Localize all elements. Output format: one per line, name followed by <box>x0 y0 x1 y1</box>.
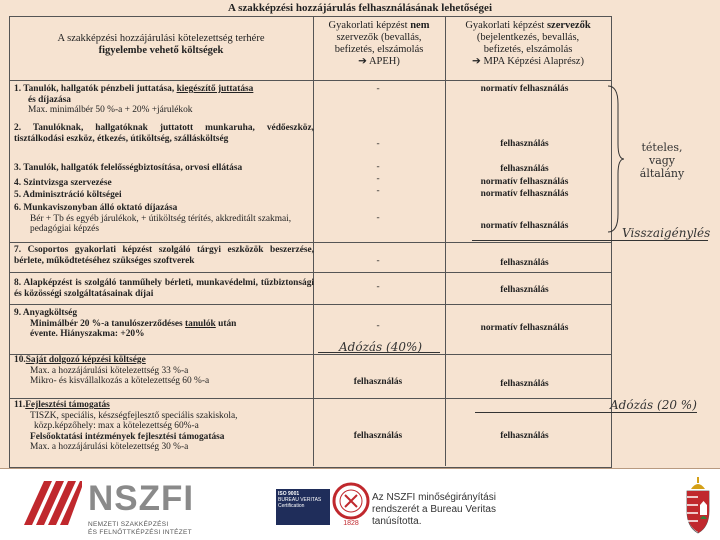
row-11-label: 11.Fejlesztési támogatás TISZK, speciális, készségfejlesztő speciális szakiskola, közp.képzőhely: max a kötelezettség 60%-a Felsőoktatási intézmények fejlesztési támogatása Max. a hozzájárulási kötelezettség 30 %-a <box>14 400 238 453</box>
header-organizers: Gyakorlati képzést szervezők (bejelentkezés, bevallás, befizetés, elszámolás ➔ MPA Képzési Alaprész) <box>465 20 591 67</box>
row-5-label: 5. Adminisztráció költségei <box>14 190 122 200</box>
row-9-label: 9. Anyagköltség Minimálbér 20 %-a tanulószerződéses tanulók után évente. Hiányszakma: +20% <box>14 308 237 340</box>
hungarian-coat-of-arms-icon <box>683 475 713 535</box>
row-7-non-organizer: - <box>376 256 380 266</box>
row-9-organizer: normatív felhasználás <box>480 323 569 333</box>
row-6-label: 6. Munkaviszonyban álló oktató díjazása Bér + Tb és egyéb járulékok, + útiköltség térítés, akkreditált szakmai, pedagógiai képzés <box>14 203 292 235</box>
row-10-label: 10.Saját dolgozó képzési költsége Max. a hozzájárulási kötelezettség 33 %-a Mikro- és kisvállalkozás a kötelezettség 60 %-a <box>14 355 210 387</box>
row-11-non-organizer: felhasználás <box>353 431 403 441</box>
row-2-non-organizer: - <box>376 139 380 149</box>
row-6-non-organizer: - <box>376 213 380 223</box>
tax-20-underline <box>475 412 697 413</box>
row-divider-7 <box>9 242 611 243</box>
arrow-right-icon: ➔ <box>472 56 484 67</box>
reimbursement-mode-note: tételes, vagy általány <box>639 141 685 180</box>
bureau-veritas-seal-icon <box>332 481 370 527</box>
row-4-label: 4. Szintvizsga szervezése <box>14 178 112 188</box>
header-divider <box>9 80 611 81</box>
row-11-organizer: felhasználás <box>500 431 549 441</box>
nszfi-subtitle: NEMZETI SZAKKÉPZÉSI ÉS FELNŐTTKÉPZÉSI INTÉZET <box>88 521 192 536</box>
row-1-organizer: normatív felhasználás <box>480 84 569 94</box>
row-divider-8 <box>9 272 611 273</box>
row-divider-9 <box>9 304 611 305</box>
header-cost-categories: A szakképzési hozzájárulási kötelezettség terhére figyelembe vehető költségek <box>57 33 265 56</box>
row-8-label: 8. Alapképzést is szolgáló tanműhely bérleti, munkavédelmi, tűzbiztonsági és közösségi szolgáltatásainak díjai <box>14 278 314 299</box>
row-5-non-organizer: - <box>376 186 380 196</box>
page-title: A szakképzési hozzájárulás felhasználásának lehetőségei <box>228 2 492 14</box>
row-1-label: 1. Tanulók, hallgatók pénzbeli juttatása, kiegészítő juttatása és díjazása Max. minimálbér 50 %-a + 20% +járulékok <box>14 84 254 116</box>
row-2-label: 2. Tanulóknak, hallgatóknak juttatott munkaruha, védőeszköz, tisztálkodási eszköz, étkezés, útiköltség, szállásköltség <box>14 123 314 144</box>
tax-40-label: Adózás (40%) <box>339 340 423 354</box>
nszfi-name: NSZFI <box>88 479 195 518</box>
row-4-non-organizer: - <box>376 174 380 184</box>
row-10-organizer: felhasználás <box>500 379 549 389</box>
row-10-non-organizer: felhasználás <box>353 377 403 387</box>
tax-20-label: Adózás (20 %) <box>610 398 697 412</box>
seal-year: 1828 <box>343 520 359 527</box>
certification-text: Az NSZFI minőségirányítási rendszerét a Bureau Veritas tanúsította. <box>372 492 496 527</box>
row-8-non-organizer: - <box>376 282 380 292</box>
row-5-organizer: normatív felhasználás <box>480 189 569 199</box>
row-3-organizer: felhasználás <box>500 164 549 174</box>
iso-certification-badge: ISO 9001 BUREAU VERITAS Certification <box>276 489 330 525</box>
header-non-organizers: Gyakorlati képzést nem szervezők (bevallás, befizetés, elszámolás ➔ APEH) <box>328 20 430 67</box>
row-7-organizer: felhasználás <box>500 258 549 268</box>
reimbursement-label: Visszaigénylés <box>622 226 711 240</box>
arrow-right-icon: ➔ <box>358 56 369 67</box>
row-8-organizer: felhasználás <box>500 285 549 295</box>
nszfi-logo-icon[interactable] <box>24 481 82 525</box>
row-3-non-organizer: - <box>376 162 380 172</box>
row-divider-11 <box>9 398 611 399</box>
reimbursement-underline <box>472 240 708 241</box>
row-7-label: 7. Csoportos gyakorlati képzést szolgáló tárgyi eszközök beszerzése, bérlete, működtetéséhez szükséges szoftverek <box>14 245 315 266</box>
row-1-non-organizer: - <box>376 84 380 94</box>
row-9-non-organizer: - <box>376 321 380 331</box>
row-3-label: 3. Tanulók, hallgatók felelősségbiztosítása, orvosi ellátása <box>14 163 243 173</box>
row-2-organizer: felhasználás <box>500 139 549 149</box>
row-4-organizer: normatív felhasználás <box>480 177 569 187</box>
row-6-organizer: normatív felhasználás <box>480 221 569 231</box>
footer <box>0 469 720 540</box>
